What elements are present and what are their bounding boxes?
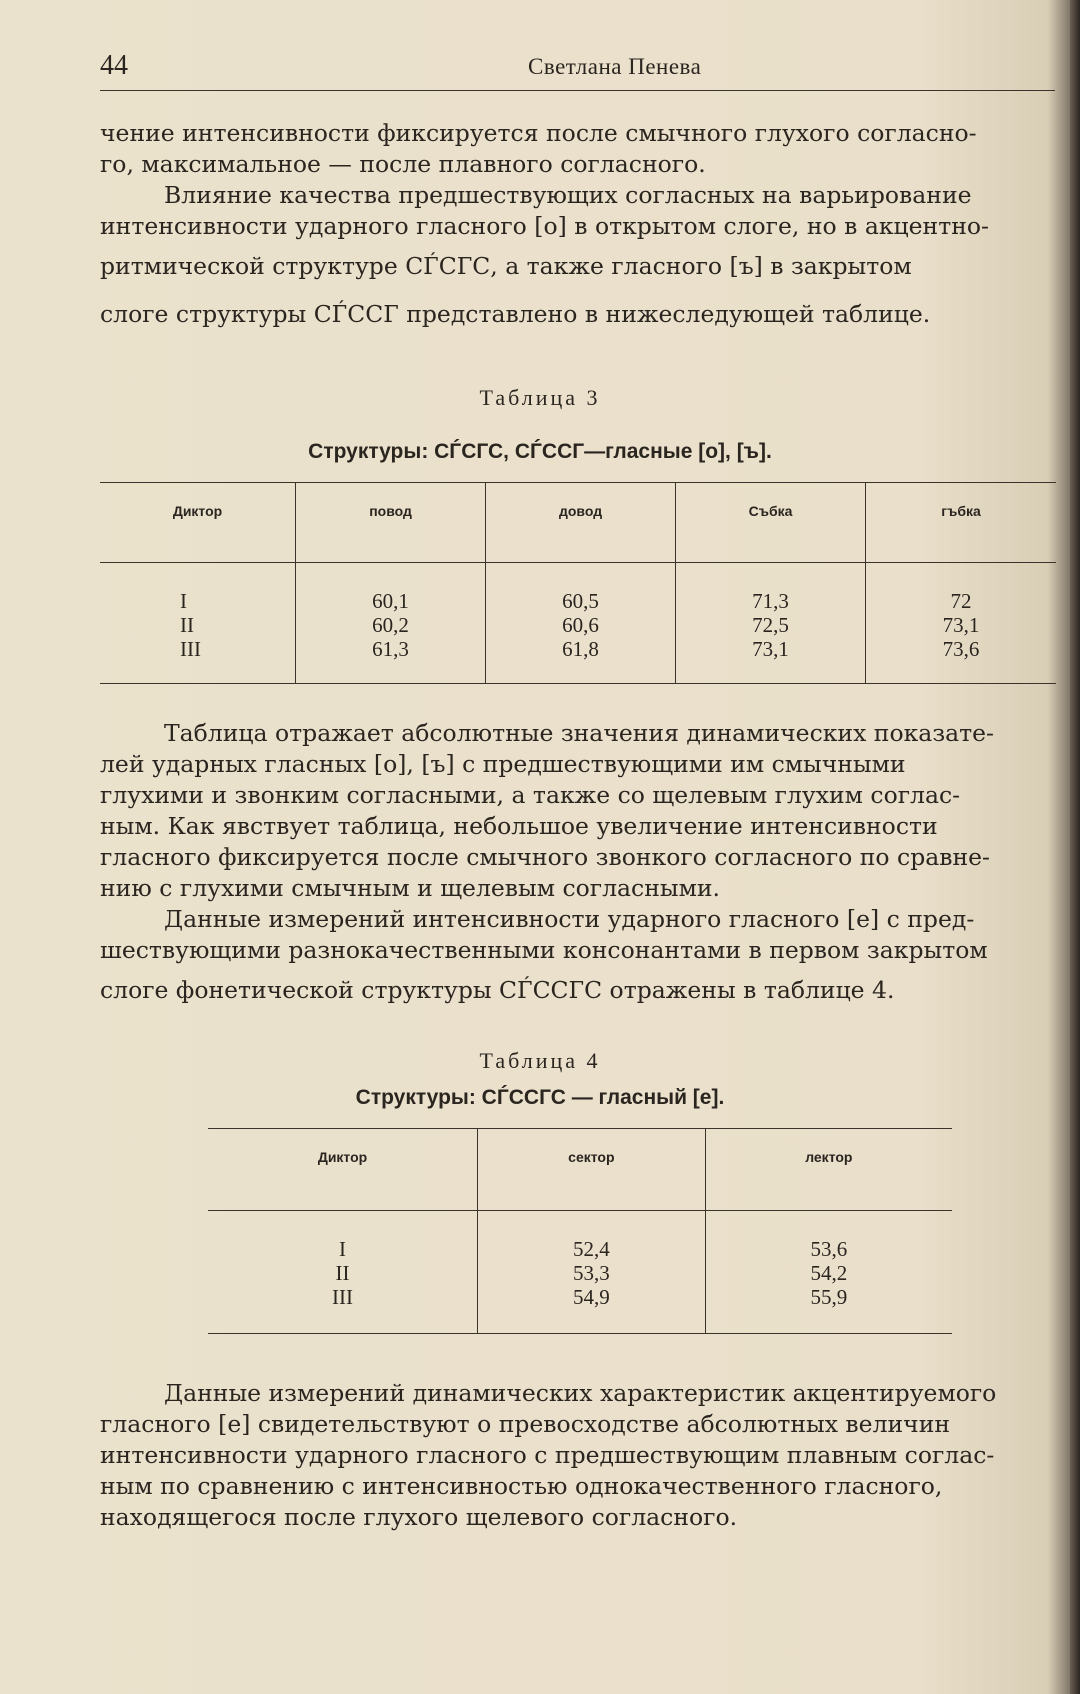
cell-value: 54,9 (572, 1285, 610, 1309)
text-line: глухими и звонким согласными, а также со щелевым глухим соглас- (100, 781, 961, 809)
paragraph-2 (100, 180, 1060, 338)
column-header: гъбка (866, 483, 1056, 563)
cell-value: 73,1 (942, 613, 980, 637)
page-number: 44 (100, 50, 128, 81)
speaker-cell (100, 563, 296, 684)
table-header-row (100, 483, 1056, 563)
text-line: слоге фонетической структуры СЃССГС отражены в таблице 4. (100, 976, 895, 1004)
cell-value: 72,5 (752, 613, 789, 637)
text-line: слоге структуры СЃССГ представлено в нижеследующей таблице. (100, 300, 931, 328)
paragraph-4 (100, 904, 1060, 1014)
cell-value: II (180, 613, 194, 637)
text-line: Данные измерений динамических характеристик акцентируемого (164, 1379, 997, 1407)
cell-value: 61,8 (562, 637, 599, 661)
cell-value: II (335, 1261, 350, 1285)
text-line: Влияние качества предшествующих согласных на варьирование (164, 181, 972, 209)
value-cell (296, 563, 486, 684)
table4-subtitle: Структуры: СЃССГС — гласный [е]. (355, 1086, 725, 1109)
cell-value: 73,6 (942, 637, 980, 661)
paragraph-1 (100, 118, 1060, 180)
text-line: лей ударных гласных [о], [ъ] с предшествующими им смычными (100, 750, 906, 778)
text-line: гласного [е] свидетельствуют о превосходстве абсолютных величин (100, 1410, 951, 1438)
table4-caption: Таблица 4 (479, 1048, 601, 1073)
cell-value: 55,9 (810, 1285, 848, 1309)
column-header: повод (296, 483, 486, 563)
cell-value: 72 (950, 589, 972, 613)
text-line: находящегося после глухого щелевого согласного. (100, 1503, 738, 1531)
cell-value: 52,4 (572, 1237, 610, 1261)
cell-value: III (332, 1285, 354, 1309)
cell-value: 73,1 (752, 637, 789, 661)
paragraph-3 (100, 718, 1060, 904)
cell-value: 60,1 (372, 589, 409, 613)
speaker-cell (208, 1211, 478, 1334)
paragraph-5 (100, 1378, 1060, 1533)
cell-value: I (339, 1237, 347, 1261)
text-line: интенсивности ударного гласного [о] в открытом слоге, но в акцентно- (100, 212, 989, 240)
text-line: Данные измерений интенсивности ударного гласного [е] с пред- (164, 905, 975, 933)
table-data-row (100, 563, 1056, 684)
column-header: Диктор (100, 483, 296, 563)
table-4 (208, 1128, 952, 1334)
cell-value: 54,2 (810, 1261, 848, 1285)
value-cell (705, 1211, 952, 1334)
cell-value: 53,3 (572, 1261, 610, 1285)
table-data-row (208, 1211, 952, 1334)
text-line: Таблица отражает абсолютные значения динамических показате- (164, 719, 994, 747)
text-line: интенсивности ударного гласного с предшествующим плавным соглас- (100, 1441, 995, 1469)
text-line: чение интенсивности фиксируется после смычного глухого согласно- (100, 119, 977, 147)
column-header: Събка (676, 483, 866, 563)
table3-caption: Таблица 3 (479, 385, 601, 410)
cell-value: 53,6 (810, 1237, 848, 1261)
table-header-row (208, 1129, 952, 1211)
table3-subtitle: Структуры: СЃСГС, СЃССГ—гласные [о], [ъ]. (308, 440, 772, 463)
value-cell (478, 1211, 706, 1334)
column-header: довод (486, 483, 676, 563)
value-cell (486, 563, 676, 684)
text-line: ным по сравнению с интенсивностью однокачественного гласного, (100, 1472, 943, 1500)
column-header: Диктор (208, 1129, 478, 1211)
text-line: гласного фиксируется после смычного звонкого согласного по сравне- (100, 843, 990, 871)
running-title: Светлана Пенева (528, 54, 702, 79)
column-header: лектор (705, 1129, 952, 1211)
text-line: нию с глухими смычным и щелевым согласными. (100, 874, 720, 902)
text-line: шествующими разнокачественными консонантами в первом закрытом (100, 936, 988, 964)
page-header (100, 50, 1055, 91)
cell-value: III (180, 637, 201, 661)
cell-value: 60,5 (562, 589, 599, 613)
text-line: ритмической структуре СЃСГС, а также гласного [ъ] в закрытом (100, 252, 912, 280)
cell-value: 71,3 (752, 589, 789, 613)
value-cell (676, 563, 866, 684)
page-edge-shadow (1070, 0, 1080, 1694)
cell-value: I (180, 589, 187, 613)
column-header: сектор (478, 1129, 706, 1211)
cell-value: 60,6 (562, 613, 599, 637)
text-line: го, максимальное — после плавного согласного. (100, 150, 706, 178)
table-3 (100, 482, 1056, 684)
cell-value: 61,3 (372, 637, 409, 661)
value-cell (866, 563, 1056, 684)
cell-value: 60,2 (372, 613, 409, 637)
text-line: ным. Как явствует таблица, небольшое увеличение интенсивности (100, 812, 938, 840)
